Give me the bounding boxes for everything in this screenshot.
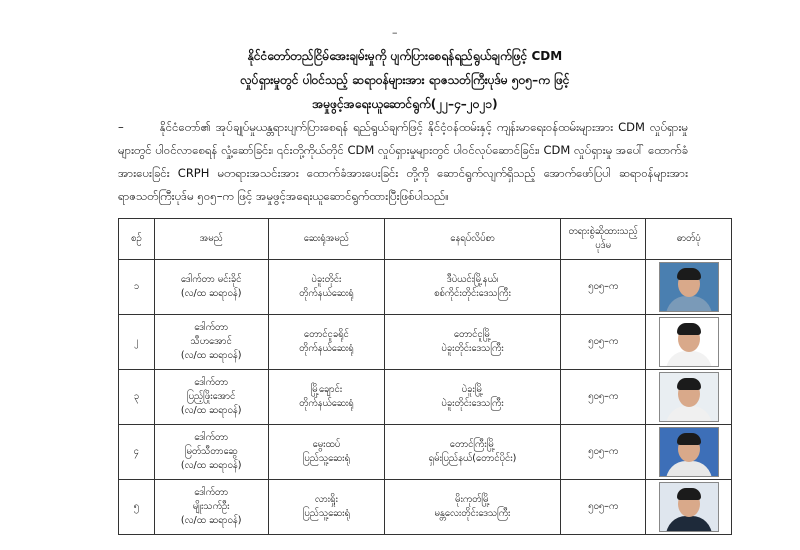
cell-name [154, 370, 268, 425]
cell-no [119, 260, 155, 315]
cell-name-line: (လ/ထ ဆရာဝန်) [180, 460, 242, 471]
cell-name-line: မျိုးသက်ဦး [192, 501, 230, 512]
intro-text: နိုင်ငံတော်၏ အုပ်ချုပ်မှုယန္တရားပျက်ပြားစေရန် ရည်ရွယ်ချက်ဖြင့် နိုင်ငံ့ဝန်ထမ်းနှင့် ကျန်းမာရေးဝန်ထမ်းများအား CDM လှုပ်ရှားမှုများတွင် ပါဝင်လာစေရန် လှုံ့ဆော်ခြင်း၊ ၎င်းတို့ကိုယ်တိုင် CDM လှုပ်ရှားမှုများတွင် ပါဝင်လုပ်ဆောင်ခြင်း၊ CDM လှုပ်ရှားမှု အပေါ် ထောက်ခံအားပေးခြင်း CRPH မတရားအသင်းအား ထောက်ခံအားပေးခြင်း တို့ကို ဆောင်ရွက်လျက်ရှိသည့် အောက်ဖော်ပြပါ ဆရာဝန်များအား ရာဇသတ်ကြီးပုဒ်မ ၅၀၅–က ဖြင့် အမှုဖွင့်အရေးယူဆောင်ရွက်ထားပြီးဖြစ်ပါသည်။ [118, 120, 688, 203]
cell-section [560, 425, 646, 480]
cell-addr-line: မန္တလေးတိုင်းဒေသကြီး [434, 508, 511, 519]
portrait-hair [677, 488, 701, 500]
portrait-hair [677, 378, 701, 390]
portrait-hair [677, 323, 701, 335]
records-table [118, 218, 732, 535]
cell-addr [385, 370, 561, 425]
cell-addr-line: စစ်ကိုင်းတိုင်းဒေသကြီး [434, 288, 511, 299]
heading-line-3: အမှုဖွင့်အရေးယူဆောင်ရွက်(၂၂–၄–၂၀၂၁) [312, 97, 498, 111]
top-dash-mark: – [392, 26, 398, 39]
portrait-photo [659, 317, 719, 367]
cell-addr [385, 315, 561, 370]
cell-dept-line: တိုက်နယ်ဆေးရုံ [299, 343, 354, 354]
table-row [119, 370, 732, 425]
cell-name-line: (လ/ထ ဆရာဝန်) [180, 405, 242, 416]
cell-no-line: ၄ [133, 446, 139, 457]
cell-dept-line: တိုက်နယ်ဆေးရုံ [299, 398, 354, 409]
cell-addr [385, 425, 561, 480]
cell-dept-line: တောင်ငူခရိုင် [303, 329, 349, 340]
cell-photo [646, 260, 732, 315]
cell-section-line: ၅၀၅–က [588, 336, 619, 347]
cell-name-line: ဒေါက်တာ [194, 432, 229, 443]
cell-no-line: ၁ [133, 281, 139, 292]
cell-name-line: (လ/ထ ဆရာဝန်) [180, 515, 242, 526]
heading-line-1: နိုင်ငံတော်တည်ငြိမ်အေးချမ်းမှုကို ပျက်ပြားစေရန်ရည်ရွယ်ချက်ဖြင့် CDM [247, 49, 563, 63]
cell-addr-line: တောင်ကြီးမြို့ [449, 439, 496, 450]
cell-addr-line: ပဲခူးတိုင်းဒေသကြီး [441, 398, 504, 409]
document-heading [150, 44, 660, 116]
portrait-photo [659, 372, 719, 422]
cell-dept-line: ပဲခူးတိုင်း [311, 274, 342, 285]
cell-no [119, 425, 155, 480]
cell-addr-line: ဒီပဲယင်းမြို့နယ်၊ [446, 274, 499, 285]
cell-addr-line: မိုးကုတ်မြို့ [455, 494, 490, 505]
table-header-row [119, 219, 732, 260]
cell-name-line: ဒေါက်တာ [194, 377, 229, 388]
cell-photo [646, 425, 732, 480]
cell-dept [268, 260, 384, 315]
cell-name [154, 425, 268, 480]
cell-section [560, 315, 646, 370]
cell-name-line: (လ/ထ ဆရာဝန်) [180, 288, 242, 299]
cell-dept-line: လားရှိုး [314, 494, 338, 505]
cell-no-line: ၃ [133, 391, 139, 402]
cell-section-line: ၅၀၅–က [588, 446, 619, 457]
cell-no-line: ၅ [133, 501, 139, 512]
cell-name-line: ပြည့်ဖြိုးအောင် [186, 391, 236, 402]
cell-dept-line: မွေးထပ် [312, 439, 341, 450]
portrait-shoulders [666, 296, 712, 312]
portrait-shoulders [666, 516, 712, 532]
cell-addr [385, 260, 561, 315]
portrait-photo [659, 262, 719, 312]
cell-photo [646, 370, 732, 425]
cell-dept [268, 370, 384, 425]
cell-photo [646, 315, 732, 370]
table-row [119, 315, 732, 370]
cell-addr-line: တောင်ငူမြို့ [453, 329, 492, 340]
cell-section-line: ၅၀၅–က [588, 281, 619, 292]
cell-dept-line: တိုက်နယ်ဆေးရုံ [299, 288, 354, 299]
cell-name-line: (လ/ထ ဆရာဝန်) [180, 350, 242, 361]
cell-no [119, 315, 155, 370]
cell-section-line: ၅၀၅–က [588, 391, 619, 402]
cell-name [154, 315, 268, 370]
portrait-photo [659, 482, 719, 532]
cell-addr-line: ပဲခူးမြို့ [461, 384, 484, 395]
cell-name-line: သီဟအောင် [190, 336, 232, 347]
cell-name-line: ဒေါက်တာ [194, 322, 229, 333]
header-section: တရားစွဲဆိုထားသည့်ပုဒ်မ [560, 219, 646, 260]
cell-no-line: ၂ [133, 336, 139, 347]
cell-name [154, 480, 268, 535]
cell-section-line: ၅၀၅–က [588, 501, 619, 512]
cell-dept [268, 480, 384, 535]
table-row [119, 260, 732, 315]
portrait-shoulders [666, 406, 712, 422]
cell-dept-line: ပြည်သူ့ဆေးရုံ [302, 508, 350, 519]
header-no: စဉ် [119, 219, 155, 260]
cell-section [560, 260, 646, 315]
cell-dept-line: ပြည်သူ့ဆေးရုံ [302, 453, 350, 464]
header-photo: ဓာတ်ပုံ [646, 219, 732, 260]
cell-dept-line: မြို့ချောင်း [310, 384, 343, 395]
header-addr: နေရပ်လိပ်စာ [385, 219, 561, 260]
intro-paragraph [118, 116, 688, 208]
cell-name-line: ဒေါက်တာ [194, 487, 229, 498]
table-row [119, 425, 732, 480]
cell-addr-line: ရှမ်းပြည်နယ်(တောင်ပိုင်း) [428, 453, 517, 464]
portrait-shoulders [666, 461, 712, 477]
table-row [119, 480, 732, 535]
cell-name-line: ဒေါက်တာ မင်းခိုင် [180, 274, 242, 285]
header-name: အမည် [154, 219, 268, 260]
intro-lead-dash: – [118, 120, 124, 134]
portrait-hair [677, 268, 701, 280]
header-dept: ဆေးရုံအမည် [268, 219, 384, 260]
portrait-photo [659, 427, 719, 477]
portrait-hair [677, 433, 701, 445]
cell-photo [646, 480, 732, 535]
cell-no [119, 480, 155, 535]
cell-dept [268, 315, 384, 370]
cell-addr [385, 480, 561, 535]
cell-dept [268, 425, 384, 480]
cell-section [560, 480, 646, 535]
cell-addr-line: ပဲခူးတိုင်းဒေသကြီး [441, 343, 504, 354]
portrait-shoulders [666, 351, 712, 367]
cell-name-line: မြတ်သီတာဆွေ [184, 446, 238, 457]
heading-line-2: လှုပ်ရှားမှုတွင် ပါဝင်သည့် ဆရာဝန်များအား ရာဇသတ်ကြီးပုဒ်မ ၅၀၅–က ဖြင့် [240, 73, 570, 87]
cell-section [560, 370, 646, 425]
cell-name [154, 260, 268, 315]
cell-no [119, 370, 155, 425]
